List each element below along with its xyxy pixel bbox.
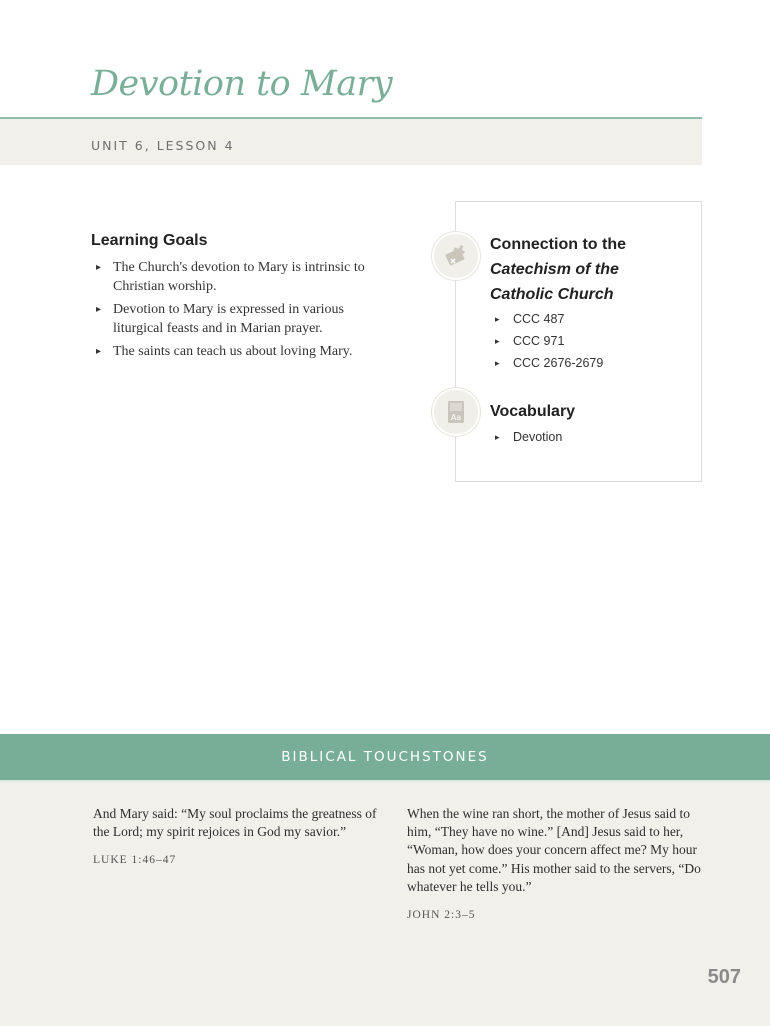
learning-goals: [91, 232, 391, 365]
bullet-arrow-icon: ▸: [495, 432, 500, 442]
biblical-touchstones: [0, 780, 770, 1026]
vocabulary-list: [492, 426, 562, 448]
learning-goals-heading: Learning Goals: [91, 232, 208, 249]
catechism-heading-italic-2: Catholic Church: [490, 286, 614, 303]
list-item: [492, 308, 603, 330]
bullet-arrow-icon: ▸: [495, 336, 500, 346]
quote-citation: JOHN 2:3–5: [407, 909, 476, 922]
biblical-touchstones-heading: BIBLICAL TOUCHSTONES: [0, 734, 770, 780]
goal-text: The saints can teach us about loving Mary.: [113, 344, 353, 359]
vocabulary-term: Devotion: [513, 430, 563, 444]
catechism-heading: [490, 232, 626, 307]
svg-text:Aa: Aa: [450, 413, 462, 422]
catechism-heading-line3: [490, 282, 626, 307]
catechism-heading-line2: [490, 257, 626, 282]
catechism-list: [492, 308, 603, 374]
sidebar-box: [450, 201, 702, 482]
ccc-reference: CCC 971: [513, 334, 565, 348]
page-number: 507: [707, 966, 741, 988]
vocabulary-heading: Vocabulary: [490, 403, 576, 420]
bullet-arrow-icon: ▸: [96, 304, 102, 315]
bullet-arrow-icon: ▸: [495, 358, 500, 368]
quote-text: And Mary said: “My soul proclaims the greatness of the Lord; my spirit rejoices in God my savior.”: [93, 806, 377, 840]
ccc-reference: CCC 2676-2679: [513, 356, 604, 370]
list-item: [492, 352, 603, 374]
list-item: [91, 300, 391, 338]
goal-text: Devotion to Mary is expressed in various liturgical feasts and in Marian prayer.: [113, 302, 344, 336]
list-item: [492, 426, 562, 448]
goal-text: The Church's devotion to Mary is intrinsic to Christian worship.: [113, 260, 365, 294]
catechism-heading-italic-1: Catechism of the: [490, 261, 619, 278]
catechism-heading-line1: Connection to the: [490, 236, 626, 253]
list-item: [91, 342, 391, 361]
bullet-arrow-icon: ▸: [96, 346, 102, 357]
quote-text: When the wine ran short, the mother of Jesus said to him, “They have no wine.” [And] Jesus said to her, “Woman, how does your concern affect me? My hour has not yet come.” His mother said to the servers, “Do whatever he tells you.”: [407, 806, 701, 894]
scripture-quote: [93, 805, 385, 870]
scripture-quote: [407, 805, 702, 924]
bullet-arrow-icon: ▸: [96, 262, 102, 273]
page-title: Devotion to Mary: [91, 64, 393, 104]
list-item: [492, 330, 603, 352]
list-item: [91, 258, 391, 296]
lesson-header-bar: [0, 117, 702, 165]
lesson-subtitle: UNIT 6, LESSON 4: [91, 138, 235, 153]
bullet-arrow-icon: ▸: [495, 314, 500, 324]
quote-citation: LUKE 1:46–47: [93, 854, 177, 867]
learning-goals-list: [91, 258, 391, 361]
dictionary-icon: [432, 388, 480, 436]
ccc-reference: CCC 487: [513, 312, 565, 326]
catechism-book-icon: [432, 232, 480, 280]
